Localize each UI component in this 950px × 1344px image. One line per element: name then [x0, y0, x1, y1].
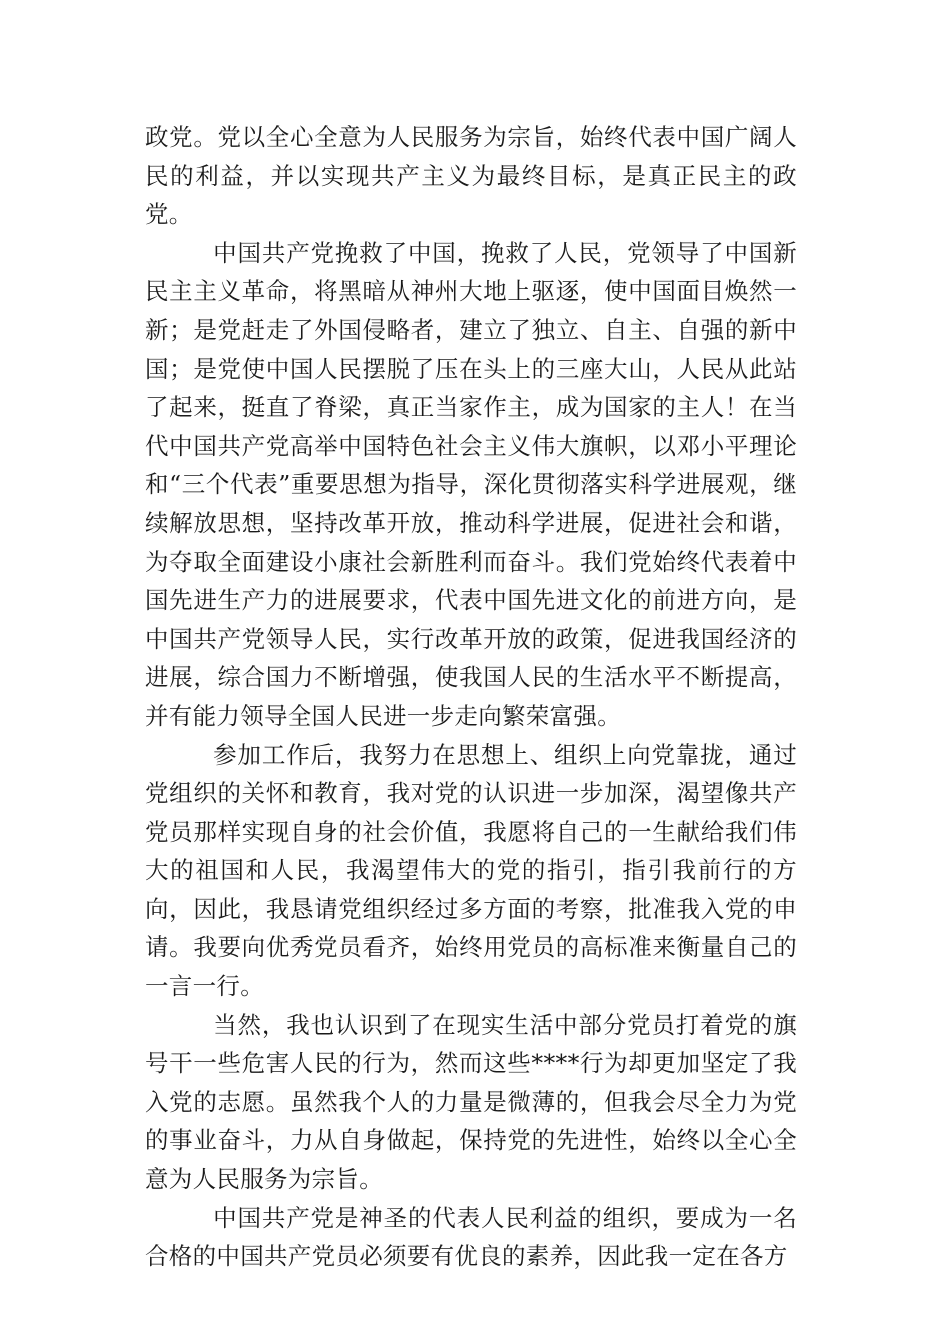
paragraph-1: 政党。党以全心全意为人民服务为宗旨，始终代表中国广阔人民的利益，并以实现共产主义为最终目标，是真正民主的政党。: [145, 123, 797, 229]
paragraph-3: 参加工作后，我努力在思想上、组织上向党靠拢，通过党组织的关怀和教育，我对党的认识进一步加深，渴望像共产党员那样实现自身的社会价值，我愿将自己的一生献给我们伟大的祖国和人民，我渴望伟大的党的指引，指引我前行的方向，因此，我恳请党组织经过多方面的考察，批准我入党的申请。我要向优秀党员看齐，始终用党员的高标准来衡量自己的一言一行。: [145, 740, 797, 1001]
paragraph-4: 当然，我也认识到了在现实生活中部分党员打着党的旗号干一些危害人民的行为，然而这些****行为却更加坚定了我入党的志愿。虽然我个人的力量是微薄的，但我会尽全力为党的事业奋斗，力从自身做起，保持党的先进性，始终以全心全意为人民服务为宗旨。: [145, 1010, 797, 1194]
paragraph-2: 中国共产党挽救了中国，挽救了人民，党领导了中国新民主主义革命，将黑暗从神州大地上驱逐，使中国面目焕然一新；是党赶走了外国侵略者，建立了独立、自主、自强的新中国；是党使中国人民摆脱了压在头上的三座大山，人民从此站了起来，挺直了脊梁，真正当家作主，成为国家的主人！在当代中国共产党高举中国特色社会主义伟大旗帜，以邓小平理论和“三个代表”重要思想为指导，深化贯彻落实科学进展观，继续解放思想，坚持改革开放，推动科学进展，促进社会和谐，为夺取全面建设小康社会新胜利而奋斗。我们党始终代表着中国先进生产力的进展要求，代表中国先进文化的前进方向，是中国共产党领导人民，实行改革开放的政策，促进我国经济的进展，综合国力不断增强，使我国人民的生活水平不断提高，并有能力领导全国人民进一步走向繁荣富强。: [145, 238, 797, 730]
document-page: [145, 118, 797, 1276]
paragraph-5: 中国共产党是神圣的代表人民利益的组织，要成为一名合格的中国共产党员必须要有优良的素养，因此我一定在各方: [145, 1203, 797, 1271]
